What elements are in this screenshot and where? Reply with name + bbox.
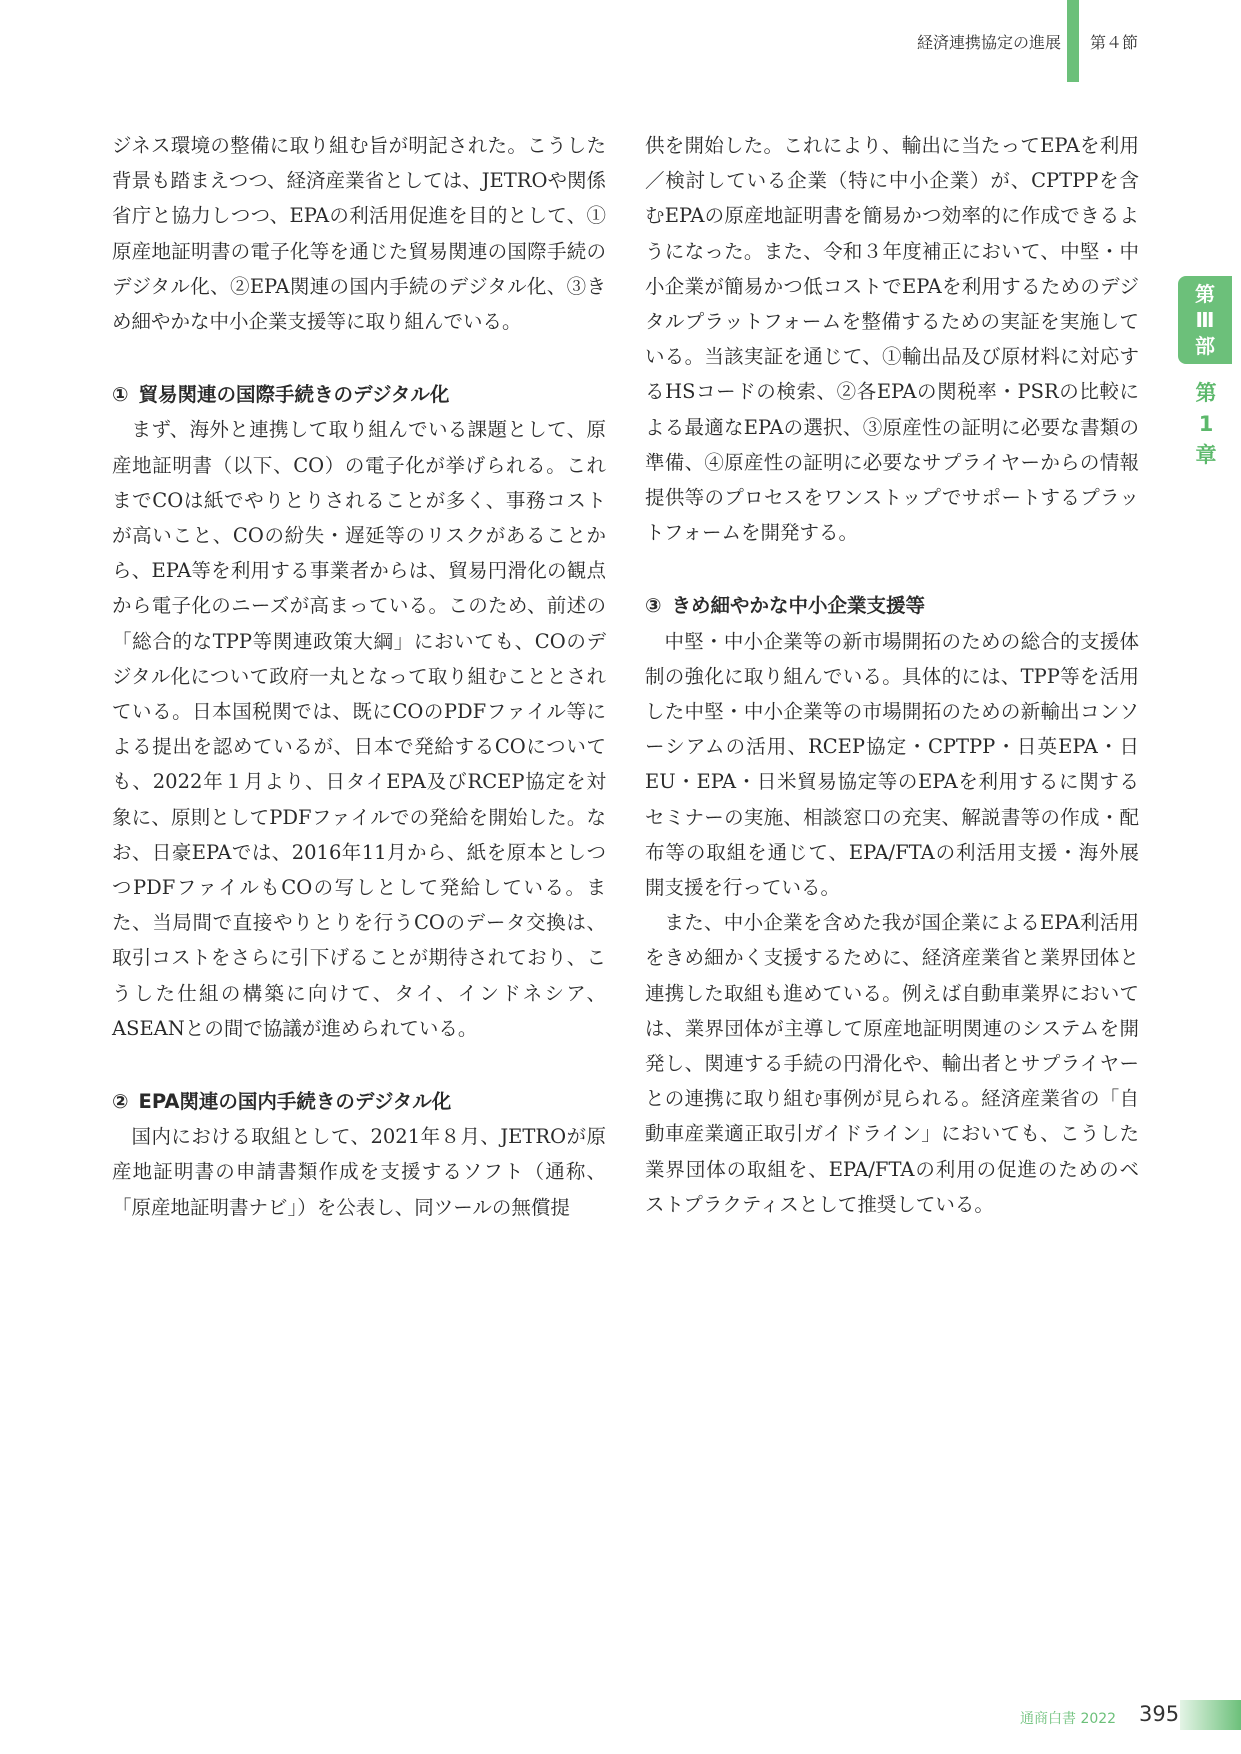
section-heading-1 <box>112 377 606 412</box>
continuation-paragraph: 供を開始した。これにより、輸出に当たってEPAを利用／検討している企業（特に中小企業）が、CPTPPを含むEPAの原産地証明書を簡易かつ効率的に作成できるようになった。また、令和３年度補正において、中堅・中小企業が簡易かつ低コストでEPAを利用するためのデジタルプラットフォームを整備するための実証を実施している。当該実証を通じて、①輸出品及び原材料に対応するHSコードの検索、②各EPAの関税率・PSRの比較による最適なEPAの選択、③原産性の証明に必要な書類の準備、④原産性の証明に必要なサプライヤーからの情報提供等のプロセスをワンストップでサポートするプラットフォームを開発する。 <box>645 134 1139 545</box>
part-tab-char: Ⅲ <box>1195 308 1215 332</box>
part-tab <box>1178 276 1232 364</box>
section-number: 第４節 <box>1090 33 1139 52</box>
chapter-char: 第 <box>1195 381 1217 405</box>
section-body-2: 国内における取組として、2021年８月、JETROが原産地証明書の申請書類作成を支援するソフト（通称、「原産地証明書ナビ」）を公表し、同ツールの無償提 <box>112 1125 606 1219</box>
section-heading-3 <box>645 588 1139 623</box>
footer-gradient-bar <box>1180 1700 1241 1730</box>
page-number: 395 <box>1139 1702 1180 1726</box>
section-heading-2 <box>112 1084 606 1119</box>
section-number-2: ② <box>112 1090 129 1114</box>
left-column <box>112 128 606 1225</box>
section-body-1: まず、海外と連携して取り組んでいる課題として、原産地証明書（以下、CO）の電子化が挙げられる。これまでCOは紙でやりとりされることが多く、事務コストが高いこと、COの紛失・遅延等のリスクがあることから、EPA等を利用する事業者からは、貿易円滑化の観点から電子化のニーズが高まっている。このため、前述の「総合的なTPP等関連政策大綱」においても、COのデジタル化について政府一丸となって取り組むこととされている。日本国税関では、既にCOのPDFファイル等による提出を認めているが、日本で発給するCOについても、2022年１月より、日タイEPA及びRCEP協定を対象に、原則としてPDFファイルでの発給を開始した。なお、日豪EPAでは、2016年11月から、紙を原本としつつPDFファイルもCOの写しとして発給している。また、当局間で直接やりとりを行うCOのデータ交換は、取引コストをさらに引下げることが期待されており、こうした仕組の構築に向けて、タイ、インドネシア、ASEANとの間で協議が進められている。 <box>112 418 606 1040</box>
part-tab-char: 部 <box>1195 334 1215 358</box>
right-column <box>645 128 1139 1222</box>
part-tab-char: 第 <box>1195 282 1215 306</box>
chapter-char: 章 <box>1195 443 1217 467</box>
chapter-label <box>1186 378 1226 471</box>
section-title-3: きめ細やかな中小企業支援等 <box>671 594 926 618</box>
section-body-3a: 中堅・中小企業等の新市場開拓のための総合的支援体制の強化に取り組んでいる。具体的には、TPP等を活用した中堅・中小企業等の市場開拓のための新輸出コンソーシアムの活用、RCEP協定・CPTPP・日英EPA・日EU・EPA・日米貿易協定等のEPAを利用するに関するセミナーの実施、相談窓口の充実、解説書等の作成・配布等の取組を通じて、EPA/FTAの利活用支援・海外展開支援を行っている。 <box>645 629 1139 900</box>
section-body-3b: また、中小企業を含めた我が国企業によるEPA利活用をきめ細かく支援するために、経済産業省と業界団体と連携した取組も進めている。例えば自動車業界においては、業界団体が主導して原産地証明関連のシステムを開発し、関連する手続の円滑化や、輸出者とサプライヤーとの連携に取り組む事例が見られる。経済産業省の「自動車産業適正取引ガイドライン」においても、こうした業界団体の取組を、EPA/FTAの利用の促進のためのベストプラクティスとして推奨している。 <box>645 911 1139 1216</box>
chapter-char: 1 <box>1198 412 1214 436</box>
section-title-2: EPA関連の国内手続きのデジタル化 <box>138 1090 452 1114</box>
intro-paragraph: ジネス環境の整備に取り組む旨が明記された。こうした背景も踏まえつつ、経済産業省としては、JETROや関係省庁と協力しつつ、EPAの利活用促進を目的として、①原産地証明書の電子化等を通じた貿易関連の国際手続のデジタル化、②EPA関連の国内手続のデジタル化、③きめ細やかな中小企業支援等に取り組んでいる。 <box>112 134 606 334</box>
book-title: 通商白書 2022 <box>1020 1711 1117 1727</box>
section-number-3: ③ <box>645 594 662 618</box>
section-title-1: 貿易関連の国際手続きのデジタル化 <box>138 383 450 407</box>
section-number-1: ① <box>112 383 129 407</box>
page-header <box>0 26 1241 56</box>
header-accent-bar <box>1067 0 1079 82</box>
section-title: 経済連携協定の進展 <box>916 33 1061 52</box>
page-footer <box>0 1700 1241 1734</box>
